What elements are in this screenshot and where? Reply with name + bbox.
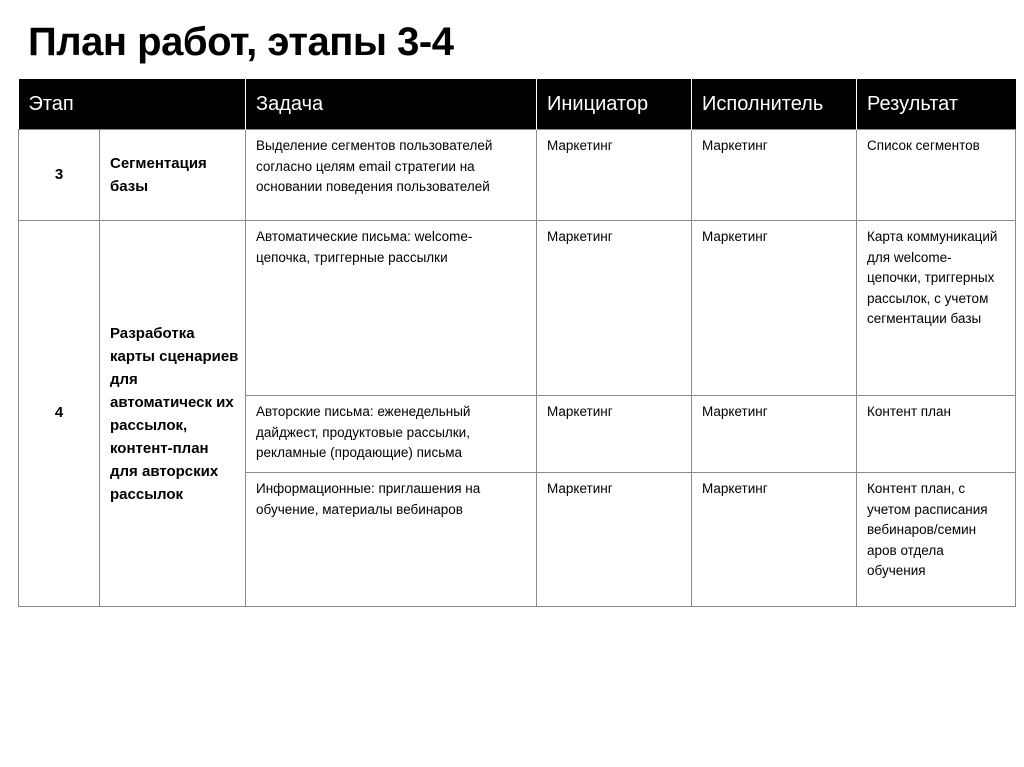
executor-cell: Маркетинг (692, 473, 857, 607)
header-result: Результат (857, 79, 1016, 130)
stage-name: Сегментация базы (100, 130, 246, 221)
table-row (19, 130, 1016, 221)
header-task: Задача (246, 79, 537, 130)
header-executor: Исполнитель (692, 79, 857, 130)
task-cell: Автоматические письма: welcome-цепочка, триггерные рассылки (246, 221, 537, 396)
result-cell: Контент план, с учетом расписания вебинаров/семин аров отдела обучения (857, 473, 1016, 607)
initiator-cell: Маркетинг (537, 130, 692, 221)
result-cell: Контент план (857, 396, 1016, 473)
result-cell: Список сегментов (857, 130, 1016, 221)
header-stage: Этап (19, 79, 246, 130)
header-initiator: Инициатор (537, 79, 692, 130)
page-title: План работ, этапы 3-4 (28, 20, 454, 64)
task-cell: Информационные: приглашения на обучение, материалы вебинаров (246, 473, 537, 607)
executor-cell: Маркетинг (692, 221, 857, 396)
table-header-row (19, 79, 1016, 130)
executor-cell: Маркетинг (692, 130, 857, 221)
stage-name: Разработка карты сценариев для автоматическ их рассылок, контент-план для авторских рассылок (100, 221, 246, 607)
task-cell: Выделение сегментов пользователей согласно целям email стратегии на основании поведения пользователей (246, 130, 537, 221)
stage-number: 4 (19, 221, 100, 607)
initiator-cell: Маркетинг (537, 221, 692, 396)
table-row (19, 221, 1016, 396)
initiator-cell: Маркетинг (537, 473, 692, 607)
result-cell: Карта коммуникаций для welcome-цепочки, триггерных рассылок, с учетом сегментации базы (857, 221, 1016, 396)
task-cell: Авторские письма: еженедельный дайджест, продуктовые рассылки, рекламные (продающие) письма (246, 396, 537, 473)
work-plan-table (18, 79, 1016, 607)
executor-cell: Маркетинг (692, 396, 857, 473)
stage-number: 3 (19, 130, 100, 221)
initiator-cell: Маркетинг (537, 396, 692, 473)
